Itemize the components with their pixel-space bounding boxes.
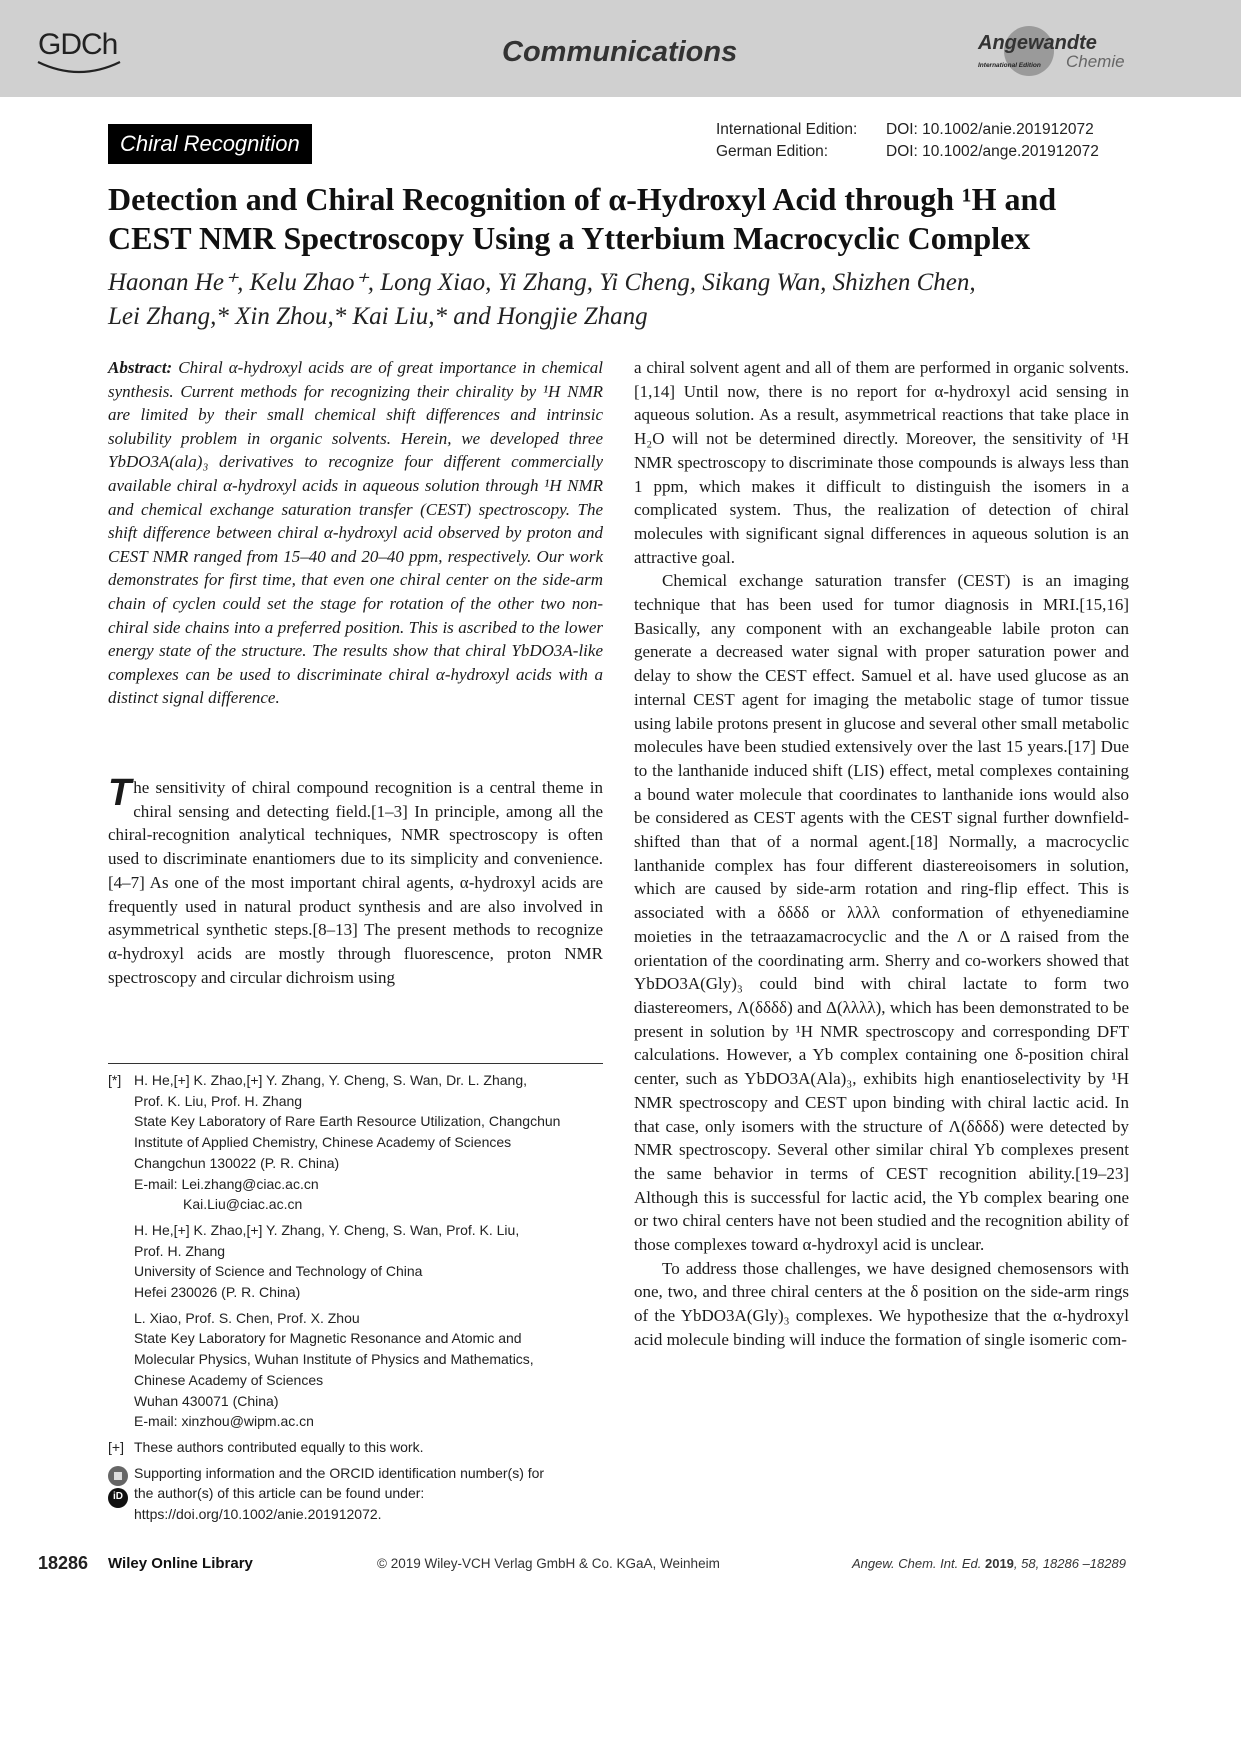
support-icons [108, 1466, 130, 1510]
equal-contribution-text: These authors contributed equally to this work. [134, 1438, 424, 1455]
doi-intl[interactable]: DOI: 10.1002/anie.201912072 [886, 121, 1094, 138]
footnote-divider [108, 1063, 603, 1064]
aff3-institute-cont: Molecular Physics, Wuhan Institute of Physics and Mathematics, [134, 1351, 534, 1368]
intro-paragraph [108, 772, 603, 989]
logo-chemie: Chemie [1066, 52, 1125, 71]
copyright: © 2019 Wiley-VCH Verlag GmbH & Co. KGaA, Weinheim [377, 1556, 720, 1571]
title-line-1: Detection and Chiral Recognition of α-Hydroxyl Acid through ¹H and [108, 181, 1057, 217]
body-paragraph-2: Chemical exchange saturation transfer (CEST) is an imaging technique that has been used for tumor diagnosis in MRI.[15,16] Basically, any component with an exchangeable labile proton can generate a decreased water signal with proper saturation power and delay to show the CEST effect. Samuel et al. have used glucose as an internal CEST agent for imaging the metabolic stage of tumor tissue using labile protons present in glucose and several other small metabolic molecules have been studied extensively over the last 15 years.[17] Due to the lanthanide induced shift (LIS) effect, metal complexes containing a bound water molecule that coordinates to lanthanide ions would also be considered as CEST agents with the CEST signal further downfield-shifted than that of a normal agent.[18] Normally, a macrocyclic lanthanide complex has four different diastereoisomers in solution, which are caused by side-arm rotation and ring-flip effect. This is associated with a δδδδ or λλλλ conformation of ethyenediamine moieties in the tetraazamacrocyclic and the Λ or Δ raised from the orientation of the coordinating arm. Sherry and co-workers showed that YbDO3A(Gly)₃ could bind with chiral lactate to form two diastereomers, Λ(δδδδ) and Δ(λλλλ), which has been demonstrated to be present in solution by ¹H NMR spectroscopy and corresponding DFT calculations. However, a Yb complex containing one δ-position chiral center, such as YbDO3A(Ala)₃, exhibits high enantioselectivity by ¹H NMR spectroscopy and CEST upon binding with chiral lactic acid. In that case, only isomers with the structure of Λ(δδδδ) were detected by NMR spectroscopy. Several other similar chiral Yb complexes present the same behavior in terms of CEST recognition ability.[19–23] Although this is successful for lactic acid, the Yb complex bearing one or two chiral centers have not been studied and the recognition ability of those complexes toward α-hydroxyl acid is unclear. [634, 571, 1129, 1255]
article-title [108, 180, 1138, 258]
doi-block [716, 119, 1099, 163]
abstract-text: Chiral α-hydroxyl acids are of great importance in chemical synthesis. Current methods for recognizing their chirality by ¹H NMR are limited by their small chemical shift differences and intrinsic solubility problem in organic solvents. Herein, we developed three YbDO3A(ala)₃ derivatives to recognize four different commercially available chiral α-hydroxyl acids in aqueous solution through ¹H NMR and chemical exchange saturation transfer (CEST) spectroscopy. The shift difference between chiral α-hydroxyl acid observed by proton and CEST NMR ranged from 15–40 and 20–40 ppm, respectively. Our work demonstrates for first time, that even one chiral center on the side-arm chain of cyclen could set the stage for rotation of the other two non-chiral side chains into a preferred position. This is ascribed to the lower energy state of the structure. The results show that chiral YbDO3A-like complexes can be used to discriminate chiral α-hydroxyl acids with a distinct signal difference. [108, 358, 604, 708]
page-number: 18286 [38, 1553, 89, 1573]
intro-text: he sensitivity of chiral compound recognition is a central theme in chiral sensing and detecting field.[1–3] In principle, among all the chiral-recognition analytical techniques, NMR spectroscopy is often used to discriminate enantiomers due to its simplicity and convenience.[4–7] As one of the most important chiral agents, α-hydroxyl acids are frequently used in natural product synthesis and are also involved in asymmetrical synthetic steps.[8–13] The present methods to recognize α-hydroxyl acids are mostly through fluorescence, proton NMR spectroscopy and circular dichroism using [108, 778, 603, 987]
doi-german-label: German Edition: [716, 143, 828, 160]
section-heading: Communications [502, 36, 738, 68]
aff2-authors: H. He,[+] K. Zhao,[+] Y. Zhang, Y. Cheng, S. Wan, Prof. K. Liu, [134, 1221, 520, 1238]
aff2-institute: University of Science and Technology of China [134, 1263, 423, 1280]
cite-rest: , 58, 18286 –18289 [1013, 1556, 1126, 1571]
aff1-email-1[interactable]: E-mail: Lei.zhang@ciac.ac.cn [134, 1175, 319, 1192]
affiliation-1 [108, 1070, 608, 1215]
supporting-info-icon [108, 1466, 128, 1486]
abstract-label: Abstract: [108, 358, 173, 377]
aff3-institute-cont-2: Chinese Academy of Sciences [134, 1371, 324, 1388]
affiliation-3 [108, 1308, 608, 1432]
orcid-icon[interactable] [108, 1488, 128, 1508]
doi-intl-label: International Edition: [716, 121, 858, 138]
equal-contribution-note [108, 1437, 608, 1458]
aff1-authors: H. He,[+] K. Zhao,[+] Y. Zhang, Y. Cheng, S. Wan, Dr. L. Zhang, [134, 1072, 528, 1088]
author-list [108, 266, 1138, 334]
abstract [108, 356, 603, 710]
body-paragraph-1: a chiral solvent agent and all of them are performed in organic solvents.[1,14] Until now, there is no report for α-hydroxyl acid sensing in aqueous solution. As a result, asymmetrical reactions that take place in H₂O will not be determined directly. Moreover, the sensitivity of ¹H NMR spectroscopy to discriminate those compounds is always less than 1 ppm, which makes it difficult to distinguish the isomers in a complicated system. Thus, the realization of detection of chiral molecules with significant signal differences in aqueous solution is an attractive goal. [634, 358, 1129, 567]
aff1-authors-cont: Prof. K. Liu, Prof. H. Zhang [134, 1092, 303, 1109]
gdch-logo: GDCh [38, 28, 118, 61]
support-link[interactable]: https://doi.org/10.1002/anie.201912072. [134, 1506, 382, 1523]
affiliation-2 [108, 1220, 608, 1303]
aff2-authors-cont: Prof. H. Zhang [134, 1242, 226, 1259]
support-text-1: Supporting information and the ORCID identification number(s) for [134, 1464, 545, 1481]
footnotes [108, 1070, 608, 1525]
title-line-2: CEST NMR Spectroscopy Using a Ytterbium Macrocyclic Complex [108, 220, 1031, 256]
logo-edition: International Edition [978, 62, 1041, 69]
doi-german[interactable]: DOI: 10.1002/ange.201912072 [886, 143, 1099, 160]
aff3-address: Wuhan 430071 (China) [134, 1392, 279, 1409]
gdch-swoosh-icon [36, 60, 122, 76]
aff3-email[interactable]: E-mail: xinzhou@wipm.ac.cn [134, 1413, 314, 1430]
page-header [0, 0, 1241, 97]
citation [852, 1556, 1126, 1571]
orcid-icon-label: iD [113, 1491, 123, 1503]
aff3-authors: L. Xiao, Prof. S. Chen, Prof. X. Zhou [134, 1309, 360, 1326]
authors-line-2: Lei Zhang,* Xin Zhou,* Kai Liu,* and Hongjie Zhang [108, 303, 648, 330]
category-tag: Chiral Recognition [108, 124, 312, 164]
authors-line-1: Haonan He⁺, Kelu Zhao⁺, Long Xiao, Yi Zhang, Yi Cheng, Sikang Wan, Shizhen Chen, [108, 269, 976, 296]
cite-journal: Angew. Chem. Int. Ed. [852, 1556, 982, 1571]
aff1-institute: State Key Laboratory of Rare Earth Resource Utilization, Changchun [134, 1113, 561, 1130]
cite-year: 2019 [984, 1556, 1014, 1571]
drop-cap: T [108, 772, 132, 814]
aff3-institute: State Key Laboratory for Magnetic Resonance and Atomic and [134, 1330, 522, 1347]
support-text-2: the author(s) of this article can be found under: [134, 1485, 425, 1502]
aff1-address: Changchun 130022 (P. R. China) [134, 1154, 340, 1171]
supporting-info-note [108, 1463, 608, 1525]
body-paragraph-3: To address those challenges, we have designed chemosensors with one, two, and three chiral centers at the δ position on the side-arm rings of the YbDO3A(Gly)₃ complexes. We hypothesize that the α-hydroxyl acid molecule binding will induce the formation of single isomeric com- [634, 1258, 1129, 1349]
footnote-mark-plus: [+] [108, 1438, 124, 1455]
wiley-online-library[interactable]: Wiley Online Library [108, 1555, 253, 1572]
aff1-institute-cont: Institute of Applied Chemistry, Chinese Academy of Sciences [134, 1134, 512, 1151]
aff1-email-2[interactable]: Kai.Liu@ciac.ac.cn [183, 1196, 303, 1213]
aff2-address: Hefei 230026 (P. R. China) [134, 1284, 301, 1301]
logo-angewandte: Angewandte [978, 32, 1097, 54]
right-column [634, 356, 1129, 1352]
footnote-mark-star: [*] [108, 1072, 122, 1088]
angewandte-logo [960, 26, 1130, 78]
